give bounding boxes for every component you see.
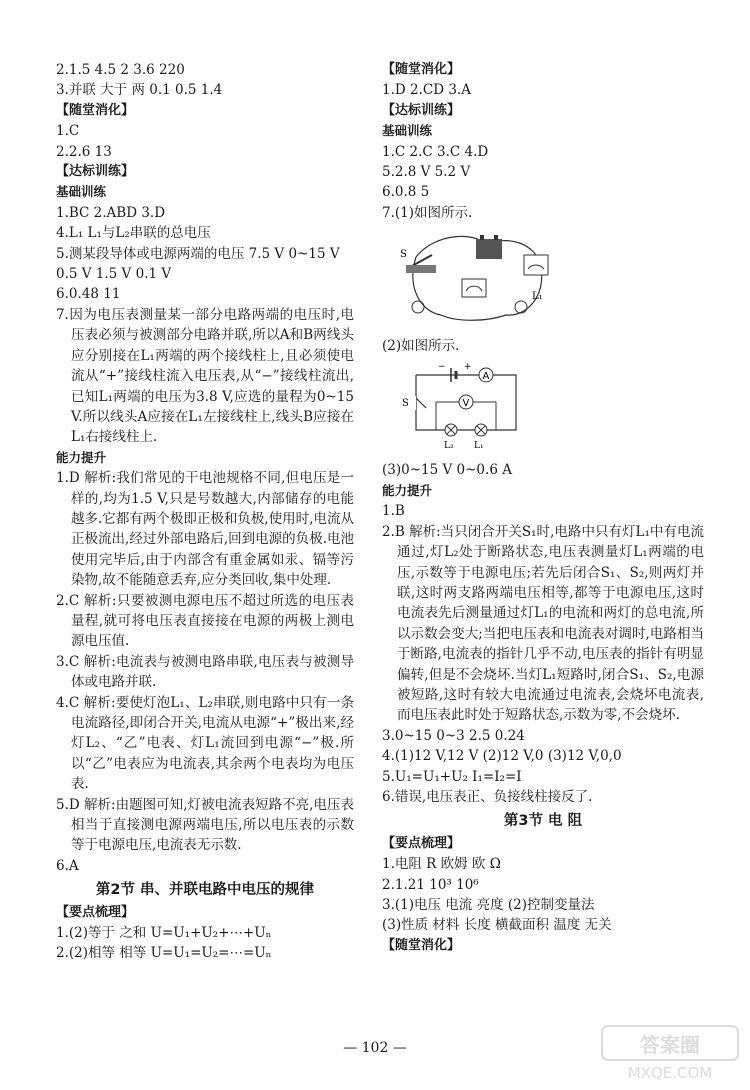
svg-text:MXQE.COM: MXQE.COM [627,1064,713,1082]
right-section-19: 第3节 电 阻 [503,813,583,830]
left-para-14: 1.D 解析:我们常见的干电池规格不同,但电压是一样的,均为1.5 V,只是号数越大,内部储存的电能越多.它都有两个极即正极和负极,使用时,电流从正极流出,经过外部电路后,回到电源的负极.电池使用完毕后,由于内部含有重金属如汞、镉等污染物,故不能随意丢弃,应分类回收,集中处理. [56,470,354,589]
left-para-17: 4.C 解析:要使灯泡L₁、L₂串联,则电路中只有一条电流路径,即闭合开关,电流从电源“+”极出来,经灯L₂、“乙”电表、灯L₁流回到电源“−”极.所以“乙”电表应为电流表,其余两个电表均为电压表. [56,694,354,793]
right-text-13: 1.B [382,503,405,520]
ammeter-symbol: A [482,371,490,383]
figure-physical-circuit [396,227,704,333]
svg-text:答案圈: 答案圈 [640,1033,700,1057]
left-text-10: 0.5 V 1.5 V 0.1 V [56,266,172,283]
right-text-11: (3)0~15 V 0~0.6 A [382,462,512,479]
switch-label: S [402,398,409,410]
lamp1-label: L₁ [474,441,484,452]
left-text-0: 2.1.5 4.5 2 3.6 220 [56,62,185,78]
left-text-7: 1.BC 2.ABD 3.D [56,204,166,221]
right-text-18: 6.错误,电压表正、负接线柱接反了. [382,788,593,805]
left-text-23: 2.(2)相等 相等 U=U₁=U₂=⋯=Uₙ [56,945,272,962]
right-heading-20: 【要点梳理】 [382,835,461,851]
left-text-4: 2.2.6 13 [56,143,112,160]
right-text-6: 6.0.8 5 [382,184,430,201]
left-heading-5: 【达标训练】 [56,164,135,180]
lamp-label: L₁ [532,291,543,303]
left-text-1: 3.并联 大于 两 0.1 0.5 1.4 [56,82,223,99]
left-text-8: 4.L₁ L₁与L₂串联的总电压 [56,225,211,242]
left-text-9: 5.测某段导体或电源两端的电压 7.5 V 0~15 V [56,245,340,262]
right-text-16: 4.(1)12 V,12 V (2)12 V,0 (3)12 V,0,0 [382,748,622,765]
right-text-21: 1.电阻 R 欧姆 欧 Ω [382,856,501,873]
right-text-23: 3.(1)电压 电流 亮度 (2)控制变量法 [382,897,595,913]
voltmeter-symbol: V [462,398,470,410]
right-text-7: 7.(1)如图所示. [382,204,473,221]
right-text-4: 1.C 2.C 3.C 4.D [382,143,489,160]
watermark-logo [600,1022,740,1084]
lamp2-label: L₂ [444,441,454,452]
left-para-18: 5.D 解析:由题图可知,灯被电流表短路不亮,电压表相当于直接测电源两端电压,所以电压表的示数等于电源电压,电流表无示数. [56,796,354,854]
page-number: — 102 — [343,1040,407,1056]
right-text-15: 3.0~15 0~3 2.5 0.24 [382,727,525,744]
right-sub-3: 基础训练 [382,123,433,139]
right-text-1: 1.D 2.CD 3.A [382,82,471,99]
left-para-16: 3.C 解析:电流表与被测电路串联,电压表与被测导体或电路并联. [56,653,354,691]
right-heading-25: 【随堂消化】 [382,937,461,953]
left-text-19: 6.A [56,857,79,874]
left-column [56,60,354,964]
left-text-22: 1.(2)等于 之和 U=U₁+U₂+⋯+Uₙ [56,925,272,942]
minus-sign: − [438,362,446,373]
right-text-24: (3)性质 材料 长度 横截面积 温度 无关 [382,917,612,934]
left-section-20: 第2节 串、并联电路中电压的规律 [95,882,315,899]
left-text-3: 1.C [56,123,80,140]
left-sub-6: 基础训练 [56,184,107,200]
right-text-9: (2)如图所示. [382,337,460,354]
switch-label: S [400,249,407,261]
right-text-17: 5.U₁=U₁+U₂ I₁=I₂=I [382,768,522,785]
right-para-14: 2.B 解析:当只闭合开关S₁时,电路中只有灯L₁中有电流通过,灯L₂处于断路状态,电压表测量灯L₁两端的电压,示数等于电源电压;若先后闭合S₁、S₂,则两灯并联,这时两支路两端电压相等,都等于电源电压,这时电流表先后测量通过灯L₁的电流和两灯的总电流,所以示数会变大;当把电压表和电流表对调时,电路相当于断路,电流表的指针几乎不动,电压表的指针有明显偏转,但是不会烧坏.当灯L₁短路时,闭合S₁、S₂,电源被短路,这时有较大电流通过电流表,会烧坏电流表,而电压表此时处于短路状态,示数为零,不会烧坏. [382,523,704,724]
left-para-15: 2.C 解析:只要被测电源电压不超过所选的电压表量程,就可将电压表直接接在电源的两极上测电源电压值. [56,592,354,650]
left-heading-2: 【随堂消化】 [56,102,135,118]
left-sub-13: 能力提升 [56,449,107,465]
right-text-22: 2.1.21 10³ 10⁶ [382,876,479,893]
right-heading-2: 【达标训练】 [382,102,461,118]
right-text-5: 5.2.8 V 5.2 V [382,164,471,181]
figure-circuit-diagram [396,360,704,458]
right-heading-0: 【随堂消化】 [382,62,461,77]
plus-sign: + [464,362,472,373]
right-sub-12: 能力提升 [382,482,433,498]
left-text-11: 6.0.48 11 [56,286,121,303]
left-heading-21: 【要点梳理】 [56,904,135,920]
right-column [382,60,704,956]
left-para-12: 7.因为电压表测量某一部分电路两端的电压时,电压表必须与被测部分电路并联,所以A和B两线头应分别接在L₁两端的两个接线柱上,且必须使电流从“+”接线柱流入电压表,从“−”接线柱流出,已知L₁两端的电压为3.8 V,应选的量程为0~15 V.所以线头A应接在L₁左接线柱上,线头B应接在L₁右接线柱上. [56,306,354,446]
